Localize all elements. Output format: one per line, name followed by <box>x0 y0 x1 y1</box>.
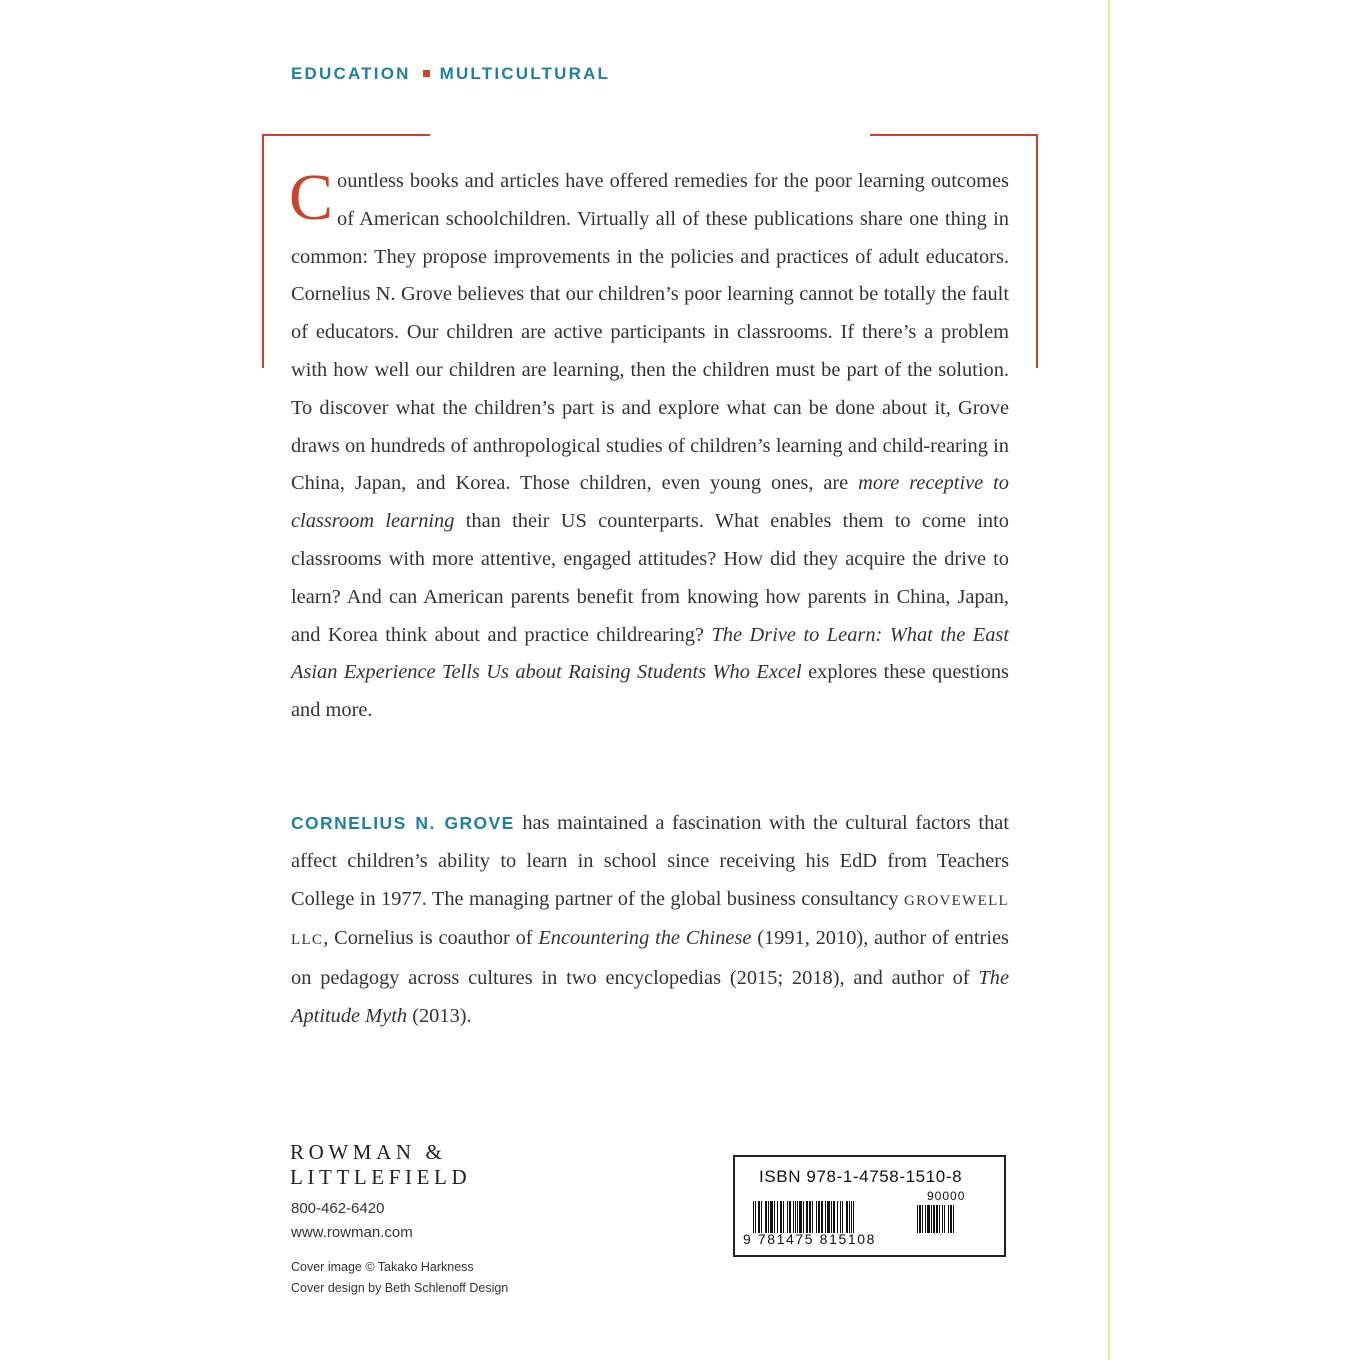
publisher-contact <box>291 1197 413 1245</box>
publisher-line-1: ROWMAN & <box>290 1140 447 1164</box>
bio-book-1: Encountering the Chinese <box>538 927 752 950</box>
publisher-line-2: LITTLEFIELD <box>290 1165 472 1189</box>
description-text-2: than their US counterparts. What enables them to come into classrooms with more attentive, engaged attitudes? How did they acquire the drive to learn? And can American parents benefit from knowing how parents in China, Japan, and Korea think about and practice childrearing? <box>291 510 1009 646</box>
description-italic-1: more receptive to classroom learning <box>291 472 1009 533</box>
cover-design-credit: Cover design by Beth Schlenoff Design <box>291 1281 509 1295</box>
bullet-icon <box>423 70 430 77</box>
description-text-1: ountless books and articles have offered remedies for the poor learning outcomes of American schoolchildren. Virtually all of these publications share one thing in common: They propose improvements in the policies and practices of adult educators. Cornelius N. Grove believes that our children’s poor learning cannot be totally the fault of educators. Our children are active participants in classrooms. If there’s a problem with how well our children are learning, then the children must be part of the solution. To discover what the children’s part is and explore what can be done about it, Grove draws on hundreds of anthropological studies of children’s learning and child-rearing in China, Japan, and Korea. Those children, even young ones, are <box>291 170 1009 495</box>
cover-image-credit: Cover image © Takako Harkness <box>291 1260 474 1274</box>
bio-text-3: (1991, 2010), author of entries on pedagogy across cultures in two encyclopedias (2015; 2018), and author of <box>291 927 1009 990</box>
bio-text-1: has maintained a fascination with the cultural factors that affect children’s ability to learn in school since receiving his EdD from Teachers College in 1977. The managing partner of the global business consultancy <box>291 812 1009 910</box>
barcode-digits: 9 781475 815108 <box>743 1231 876 1247</box>
book-description <box>291 163 1009 730</box>
barcode-bars-icon <box>753 1201 913 1233</box>
isbn-label: ISBN 978-1-4758-1510-8 <box>759 1167 963 1186</box>
publisher-website: www.rowman.com <box>291 1224 413 1241</box>
bio-text-2: , Cornelius is coauthor of <box>323 927 539 950</box>
description-text-3: explores these questions and more. <box>291 661 1009 722</box>
drop-cap: C <box>289 161 334 234</box>
page-edge-line <box>1108 0 1110 1360</box>
isbn-barcode <box>733 1155 1006 1257</box>
bio-book-2: The Aptitude Myth <box>291 967 1009 1027</box>
cover-credits <box>291 1257 508 1299</box>
price-code: 90000 <box>927 1189 966 1203</box>
publisher-logo <box>290 1140 471 1190</box>
category-primary: EDUCATION <box>291 64 411 83</box>
bio-text-4: (2013). <box>407 1004 472 1027</box>
description-book-title: The Drive to Learn: What the East Asian Experience Tells Us about Raising Students Who Excel <box>291 623 1010 684</box>
bio-company: GROVEWELL LLC <box>291 892 1009 949</box>
author-name: CORNELIUS N. GROVE <box>291 813 515 833</box>
barcode-addon-bars-icon <box>917 1205 973 1233</box>
category-secondary: MULTICULTURAL <box>439 64 611 83</box>
category-label <box>291 64 610 84</box>
publisher-phone: 800-462-6420 <box>291 1200 385 1217</box>
author-bio <box>291 805 1009 1036</box>
